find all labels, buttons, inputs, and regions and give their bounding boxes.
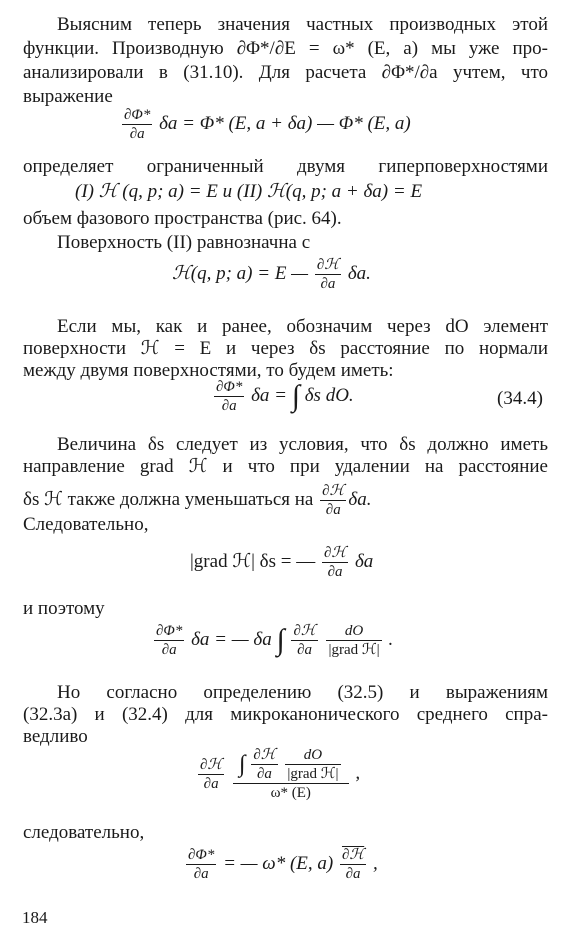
fraction	[285, 746, 340, 783]
text-line: Величина δs следует из условия, что δs должно иметь	[57, 434, 548, 455]
denominator: ∂a	[193, 866, 209, 882]
formula-4	[212, 378, 354, 415]
text-line: ведливо	[23, 726, 88, 747]
text-line: и поэтому	[23, 598, 105, 619]
text-line: (32.3а) и (32.4) для микроканонического среднего спра-	[23, 704, 548, 725]
numerator: ∂ℋ	[200, 756, 223, 773]
denominator: ∂a	[161, 642, 177, 658]
fraction	[291, 622, 317, 659]
denominator: ∂a	[256, 766, 272, 782]
text-span: δs ℋ также должна уменьшаться на	[23, 488, 314, 510]
denominator: ∂a	[297, 642, 313, 658]
text-line: Следовательно,	[23, 514, 149, 535]
formula-text: ,	[355, 762, 361, 784]
numerator: ∂ℋ	[253, 747, 276, 763]
text-line: следовательно,	[23, 822, 145, 843]
text-line: Поверхность (II) равнозначна с	[57, 232, 311, 253]
text-line: анализировали в (31.10). Для расчета ∂Φ*/∂a учтем, что	[23, 62, 548, 83]
formula-9	[184, 846, 378, 883]
fraction	[154, 622, 184, 659]
numerator: ∂Φ*	[124, 107, 151, 123]
text-line: между двумя поверхностями, то будем иметь:	[23, 360, 394, 381]
numerator: ∂Φ*	[216, 379, 243, 395]
denominator: ∂a	[221, 398, 237, 414]
numerator: dO	[285, 746, 340, 765]
integral-sign: ∫	[276, 623, 285, 657]
formula-text: δa = — δa	[191, 628, 272, 650]
formula-text: |grad ℋ| δs = —	[190, 550, 316, 572]
text-line: Выясним теперь значения частных производных этой	[57, 14, 548, 35]
denominator: |grad ℋ|	[328, 642, 380, 658]
text-line: определяет ограниченный двумя гиперповерхностями	[23, 156, 548, 177]
formula-text: = — ω* (E, a)	[223, 852, 334, 874]
formula-text: δa	[354, 550, 374, 572]
fraction	[340, 846, 366, 883]
formula-text: δa =	[251, 384, 287, 406]
formula-8	[196, 746, 360, 802]
denominator: ∂a	[129, 126, 145, 142]
text-line: объем фазового пространства (рис. 64).	[23, 208, 342, 229]
numerator: ∂ℋ	[322, 483, 345, 499]
text-line: выражение	[23, 86, 113, 107]
numerator: ∂Φ*	[188, 847, 215, 863]
integral-sign: ∫	[291, 379, 300, 413]
formula-text: δa.	[347, 262, 371, 284]
fraction	[214, 378, 244, 415]
big-fraction	[233, 746, 349, 802]
denominator: ∂a	[325, 502, 341, 518]
fraction	[122, 106, 152, 143]
numerator: ∂Φ*	[156, 623, 183, 639]
text-line: Если мы, как и ранее, обозначим через dO элемент	[57, 316, 548, 337]
denominator: ∂a	[203, 775, 219, 792]
text-line: Но согласно определению (32.5) и выражениям	[57, 682, 548, 703]
formula-5	[318, 483, 372, 518]
page-number: 184	[22, 908, 48, 927]
formula-text: δs dO.	[304, 384, 354, 406]
numerator: ∂ℋ	[316, 257, 340, 273]
fraction	[198, 756, 224, 793]
formula-text: δa = Φ* (E, a + δa) — Φ* (E, a)	[159, 112, 411, 134]
fraction	[322, 544, 348, 581]
numerator	[233, 746, 349, 784]
numerator: ∂ℋ	[293, 623, 316, 639]
formula-text: ℋ(q, p; a) = E —	[172, 262, 309, 284]
text-line: функции. Производную ∂Φ*/∂E = ω* (E, a) мы уже про-	[23, 38, 548, 59]
denominator: ∂a	[345, 866, 361, 882]
fraction	[251, 746, 277, 783]
numerator: dO	[326, 622, 381, 641]
denominator: ∂a	[320, 276, 336, 292]
text-line: поверхности ℋ = E и через δs расстояние по нормали	[23, 338, 548, 359]
fraction	[315, 256, 341, 293]
formula-text: ,	[372, 852, 378, 874]
denominator: ω* (E)	[270, 785, 311, 801]
formula-3	[172, 256, 371, 293]
equation-number: (34.4)	[497, 388, 543, 409]
formula-text: δa.	[348, 488, 372, 510]
fraction	[320, 482, 346, 519]
formula-1	[120, 106, 411, 143]
integral-sign: ∫	[239, 751, 246, 778]
formula-6	[190, 544, 373, 581]
formula-2: (I) ℋ (q, p; a) = E и (II) ℋ(q, p; a + δa) = E	[75, 181, 423, 202]
text-line: направление grad ℋ и что при удалении на расстояние	[23, 456, 548, 477]
numerator: ∂ℋ	[323, 545, 347, 561]
denominator: ∂a	[327, 564, 343, 580]
formula-7	[152, 622, 393, 659]
formula-text: .	[388, 628, 394, 650]
fraction	[326, 622, 381, 659]
denominator: |grad ℋ|	[287, 766, 339, 782]
numerator: ∂ℋ	[341, 847, 365, 863]
fraction	[186, 846, 216, 883]
